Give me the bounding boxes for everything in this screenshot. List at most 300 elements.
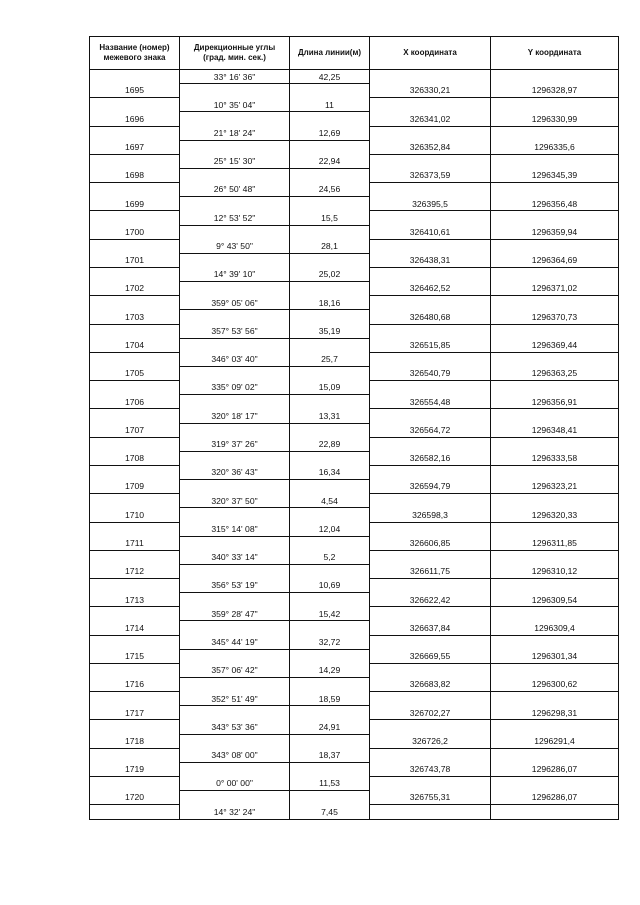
segment-row <box>90 126 619 140</box>
header-name: Название (номер) межевого знака <box>90 37 180 70</box>
segment-row <box>90 352 619 366</box>
y-coordinate: 1296300,62 <box>491 678 619 692</box>
direction-angle: 320° 36' 43" <box>180 465 290 479</box>
angle-cell <box>180 762 290 776</box>
y-coordinate: 1296359,94 <box>491 225 619 239</box>
point-row <box>90 791 619 805</box>
point-name: 1703 <box>90 310 180 324</box>
x-coordinate: 326755,31 <box>370 791 491 805</box>
line-length: 14,29 <box>290 663 370 677</box>
x-coordinate: 326352,84 <box>370 140 491 154</box>
y-coordinate: 1296364,69 <box>491 253 619 267</box>
y-coordinate: 1296320,33 <box>491 508 619 522</box>
angle-cell <box>180 734 290 748</box>
x-coordinate: 326480,68 <box>370 310 491 324</box>
length-cell <box>290 366 370 380</box>
length-cell <box>290 282 370 296</box>
direction-angle: 346° 03' 40" <box>180 352 290 366</box>
y-coordinate: 1296286,07 <box>491 762 619 776</box>
segment-row <box>90 748 619 762</box>
y-coordinate <box>491 409 619 423</box>
line-length: 4,54 <box>290 494 370 508</box>
x-coordinate <box>370 635 491 649</box>
x-coordinate: 326594,79 <box>370 480 491 494</box>
x-coordinate <box>370 70 491 84</box>
direction-angle: 343° 53' 36" <box>180 720 290 734</box>
x-coordinate: 326554,48 <box>370 395 491 409</box>
direction-angle: 352° 51' 49" <box>180 692 290 706</box>
x-coordinate <box>370 381 491 395</box>
length-cell <box>290 197 370 211</box>
length-cell <box>290 706 370 720</box>
angle-cell <box>180 649 290 663</box>
point-name: 1698 <box>90 168 180 182</box>
y-coordinate: 1296345,39 <box>491 168 619 182</box>
line-length: 11,53 <box>290 777 370 791</box>
y-coordinate: 1296348,41 <box>491 423 619 437</box>
line-length: 25,7 <box>290 352 370 366</box>
x-coordinate <box>370 607 491 621</box>
segment-row <box>90 324 619 338</box>
segment-row <box>90 607 619 621</box>
line-length: 28,1 <box>290 239 370 253</box>
angle-cell <box>180 310 290 324</box>
x-coordinate <box>370 437 491 451</box>
y-coordinate <box>491 352 619 366</box>
direction-angle: 357° 53' 56" <box>180 324 290 338</box>
point-name <box>90 381 180 395</box>
point-name: 1718 <box>90 734 180 748</box>
point-name <box>90 692 180 706</box>
y-coordinate <box>491 720 619 734</box>
line-length: 13,31 <box>290 409 370 423</box>
point-row <box>90 140 619 154</box>
header-angles: Дирекционные углы (град. мин. сек.) <box>180 37 290 70</box>
angle-cell <box>180 112 290 126</box>
segment-row <box>90 663 619 677</box>
length-cell <box>290 480 370 494</box>
direction-angle: 320° 37' 50" <box>180 494 290 508</box>
segment-row <box>90 805 619 820</box>
y-coordinate <box>491 267 619 281</box>
point-row <box>90 197 619 211</box>
y-coordinate: 1296310,12 <box>491 564 619 578</box>
y-coordinate <box>491 748 619 762</box>
segment-row <box>90 267 619 281</box>
angle-cell <box>180 423 290 437</box>
line-length: 42,25 <box>290 70 370 84</box>
point-name: 1695 <box>90 84 180 98</box>
x-coordinate: 326702,27 <box>370 706 491 720</box>
length-cell <box>290 112 370 126</box>
line-length: 11 <box>290 98 370 112</box>
point-name: 1697 <box>90 140 180 154</box>
line-length: 24,56 <box>290 183 370 197</box>
angle-cell <box>180 168 290 182</box>
point-name <box>90 126 180 140</box>
boundary-coordinates-table <box>89 36 619 820</box>
length-cell <box>290 451 370 465</box>
x-coordinate: 326564,72 <box>370 423 491 437</box>
x-coordinate <box>370 352 491 366</box>
point-row <box>90 593 619 607</box>
x-coordinate <box>370 663 491 677</box>
angle-cell <box>180 253 290 267</box>
direction-angle: 359° 28' 47" <box>180 607 290 621</box>
y-coordinate <box>491 777 619 791</box>
y-coordinate: 1296356,48 <box>491 197 619 211</box>
line-length: 32,72 <box>290 635 370 649</box>
y-coordinate <box>491 70 619 84</box>
line-length: 15,09 <box>290 381 370 395</box>
point-name <box>90 239 180 253</box>
point-name: 1712 <box>90 564 180 578</box>
angle-cell <box>180 593 290 607</box>
point-name <box>90 296 180 310</box>
direction-angle: 12° 53' 52" <box>180 211 290 225</box>
x-coordinate: 326637,84 <box>370 621 491 635</box>
direction-angle: 320° 18' 17" <box>180 409 290 423</box>
direction-angle: 359° 05' 06" <box>180 296 290 310</box>
point-name: 1707 <box>90 423 180 437</box>
angle-cell <box>180 791 290 805</box>
x-coordinate: 326598,3 <box>370 508 491 522</box>
point-row <box>90 366 619 380</box>
x-coordinate <box>370 465 491 479</box>
line-length: 24,91 <box>290 720 370 734</box>
length-cell <box>290 762 370 776</box>
x-coordinate <box>370 579 491 593</box>
segment-row <box>90 522 619 536</box>
direction-angle: 10° 35' 04" <box>180 98 290 112</box>
y-coordinate <box>491 522 619 536</box>
point-name: 1699 <box>90 197 180 211</box>
point-name: 1696 <box>90 112 180 126</box>
point-name <box>90 437 180 451</box>
point-name <box>90 607 180 621</box>
segment-row <box>90 437 619 451</box>
length-cell <box>290 168 370 182</box>
length-cell <box>290 140 370 154</box>
direction-angle: 25° 15' 30" <box>180 154 290 168</box>
y-coordinate <box>491 465 619 479</box>
x-coordinate: 326330,21 <box>370 84 491 98</box>
x-coordinate <box>370 522 491 536</box>
point-name: 1709 <box>90 480 180 494</box>
direction-angle: 315° 14' 08" <box>180 522 290 536</box>
point-name: 1717 <box>90 706 180 720</box>
point-row <box>90 112 619 126</box>
line-length: 22,94 <box>290 154 370 168</box>
x-coordinate: 326341,02 <box>370 112 491 126</box>
point-name: 1719 <box>90 762 180 776</box>
point-name <box>90 663 180 677</box>
angle-cell <box>180 480 290 494</box>
segment-row <box>90 296 619 310</box>
point-name <box>90 635 180 649</box>
x-coordinate: 326726,2 <box>370 734 491 748</box>
point-row <box>90 536 619 550</box>
y-coordinate: 1296328,97 <box>491 84 619 98</box>
point-name: 1720 <box>90 791 180 805</box>
x-coordinate <box>370 154 491 168</box>
x-coordinate: 326622,42 <box>370 593 491 607</box>
length-cell <box>290 621 370 635</box>
x-coordinate: 326410,61 <box>370 225 491 239</box>
point-row <box>90 508 619 522</box>
line-length: 10,69 <box>290 579 370 593</box>
angle-cell <box>180 536 290 550</box>
point-row <box>90 168 619 182</box>
point-name: 1714 <box>90 621 180 635</box>
segment-row <box>90 777 619 791</box>
angle-cell <box>180 84 290 98</box>
x-coordinate: 326462,52 <box>370 282 491 296</box>
length-cell <box>290 338 370 352</box>
x-coordinate <box>370 267 491 281</box>
y-coordinate: 1296311,85 <box>491 536 619 550</box>
point-name <box>90 522 180 536</box>
line-length: 7,45 <box>290 805 370 820</box>
header-x: X координата <box>370 37 491 70</box>
length-cell <box>290 564 370 578</box>
direction-angle: 0° 00' 00" <box>180 777 290 791</box>
line-length: 16,34 <box>290 465 370 479</box>
point-name: 1702 <box>90 282 180 296</box>
y-coordinate: 1296291,4 <box>491 734 619 748</box>
direction-angle: 21° 18' 24" <box>180 126 290 140</box>
angle-cell <box>180 508 290 522</box>
length-cell <box>290 395 370 409</box>
point-name <box>90 98 180 112</box>
y-coordinate <box>491 635 619 649</box>
y-coordinate <box>491 183 619 197</box>
length-cell <box>290 423 370 437</box>
y-coordinate: 1296309,4 <box>491 621 619 635</box>
point-name <box>90 267 180 281</box>
y-coordinate <box>491 239 619 253</box>
y-coordinate <box>491 126 619 140</box>
point-row <box>90 338 619 352</box>
direction-angle: 26° 50' 48" <box>180 183 290 197</box>
length-cell <box>290 678 370 692</box>
point-row <box>90 225 619 239</box>
angle-cell <box>180 621 290 635</box>
point-row <box>90 282 619 296</box>
angle-cell <box>180 678 290 692</box>
direction-angle: 335° 09' 02" <box>180 381 290 395</box>
line-length: 18,37 <box>290 748 370 762</box>
angle-cell <box>180 395 290 409</box>
length-cell <box>290 536 370 550</box>
x-coordinate: 326373,59 <box>370 168 491 182</box>
x-coordinate <box>370 409 491 423</box>
segment-row <box>90 183 619 197</box>
point-name: 1701 <box>90 253 180 267</box>
segment-row <box>90 692 619 706</box>
x-coordinate <box>370 720 491 734</box>
point-name <box>90 465 180 479</box>
angle-cell <box>180 564 290 578</box>
line-length: 12,69 <box>290 126 370 140</box>
y-coordinate <box>491 663 619 677</box>
y-coordinate <box>491 211 619 225</box>
direction-angle: 319° 37' 26" <box>180 437 290 451</box>
length-cell <box>290 649 370 663</box>
segment-row <box>90 550 619 564</box>
point-row <box>90 395 619 409</box>
y-coordinate: 1296298,31 <box>491 706 619 720</box>
direction-angle: 14° 39' 10" <box>180 267 290 281</box>
x-coordinate <box>370 748 491 762</box>
point-row <box>90 253 619 267</box>
point-name: 1713 <box>90 593 180 607</box>
segment-row <box>90 465 619 479</box>
segment-row <box>90 154 619 168</box>
y-coordinate: 1296330,99 <box>491 112 619 126</box>
y-coordinate: 1296371,02 <box>491 282 619 296</box>
y-coordinate: 1296309,54 <box>491 593 619 607</box>
point-name: 1705 <box>90 366 180 380</box>
y-coordinate: 1296333,58 <box>491 451 619 465</box>
segment-row <box>90 239 619 253</box>
point-row <box>90 734 619 748</box>
angle-cell <box>180 366 290 380</box>
x-coordinate: 326395,5 <box>370 197 491 211</box>
angle-cell <box>180 140 290 154</box>
direction-angle: 345° 44' 19" <box>180 635 290 649</box>
point-name: 1716 <box>90 678 180 692</box>
segment-row <box>90 579 619 593</box>
length-cell <box>290 310 370 324</box>
point-name: 1715 <box>90 649 180 663</box>
line-length: 18,16 <box>290 296 370 310</box>
x-coordinate <box>370 126 491 140</box>
point-row <box>90 649 619 663</box>
point-name: 1711 <box>90 536 180 550</box>
direction-angle: 340° 33' 14" <box>180 550 290 564</box>
point-row <box>90 480 619 494</box>
point-name <box>90 154 180 168</box>
angle-cell <box>180 338 290 352</box>
segment-row <box>90 70 619 84</box>
point-name: 1700 <box>90 225 180 239</box>
x-coordinate <box>370 494 491 508</box>
angle-cell <box>180 706 290 720</box>
y-coordinate <box>491 324 619 338</box>
angle-cell <box>180 451 290 465</box>
header-y: Y координата <box>491 37 619 70</box>
y-coordinate <box>491 805 619 820</box>
direction-angle: 357° 06' 42" <box>180 663 290 677</box>
line-length: 18,59 <box>290 692 370 706</box>
angle-cell <box>180 197 290 211</box>
y-coordinate <box>491 296 619 310</box>
x-coordinate <box>370 692 491 706</box>
table-body <box>90 70 619 820</box>
point-name <box>90 183 180 197</box>
header-length: Длина линии(м) <box>290 37 370 70</box>
x-coordinate: 326606,85 <box>370 536 491 550</box>
point-name: 1704 <box>90 338 180 352</box>
length-cell <box>290 593 370 607</box>
length-cell <box>290 84 370 98</box>
direction-angle: 9° 43' 50" <box>180 239 290 253</box>
point-name <box>90 550 180 564</box>
boundary-coordinates-table-sheet <box>89 36 618 820</box>
point-row <box>90 762 619 776</box>
segment-row <box>90 494 619 508</box>
y-coordinate: 1296286,07 <box>491 791 619 805</box>
segment-row <box>90 720 619 734</box>
x-coordinate <box>370 296 491 310</box>
direction-angle: 356° 53' 19" <box>180 579 290 593</box>
segment-row <box>90 409 619 423</box>
line-length: 22,89 <box>290 437 370 451</box>
line-length: 12,04 <box>290 522 370 536</box>
y-coordinate <box>491 692 619 706</box>
point-name <box>90 720 180 734</box>
y-coordinate <box>491 98 619 112</box>
x-coordinate: 326611,75 <box>370 564 491 578</box>
x-coordinate <box>370 239 491 253</box>
x-coordinate <box>370 805 491 820</box>
y-coordinate: 1296323,21 <box>491 480 619 494</box>
y-coordinate: 1296363,25 <box>491 366 619 380</box>
point-name <box>90 324 180 338</box>
x-coordinate <box>370 183 491 197</box>
table-header-row <box>90 37 619 70</box>
point-name <box>90 494 180 508</box>
x-coordinate: 326743,78 <box>370 762 491 776</box>
x-coordinate <box>370 324 491 338</box>
line-length: 25,02 <box>290 267 370 281</box>
point-name <box>90 579 180 593</box>
x-coordinate: 326438,31 <box>370 253 491 267</box>
point-name: 1708 <box>90 451 180 465</box>
y-coordinate <box>491 494 619 508</box>
point-row <box>90 423 619 437</box>
x-coordinate: 326540,79 <box>370 366 491 380</box>
length-cell <box>290 253 370 267</box>
direction-angle: 14° 32' 24" <box>180 805 290 820</box>
x-coordinate <box>370 777 491 791</box>
length-cell <box>290 791 370 805</box>
segment-row <box>90 98 619 112</box>
x-coordinate <box>370 550 491 564</box>
x-coordinate: 326683,82 <box>370 678 491 692</box>
point-name <box>90 777 180 791</box>
point-row <box>90 451 619 465</box>
x-coordinate: 326582,16 <box>370 451 491 465</box>
x-coordinate: 326515,85 <box>370 338 491 352</box>
y-coordinate <box>491 607 619 621</box>
y-coordinate <box>491 579 619 593</box>
line-length: 5,2 <box>290 550 370 564</box>
line-length: 15,42 <box>290 607 370 621</box>
point-name: 1706 <box>90 395 180 409</box>
point-name <box>90 70 180 84</box>
point-name <box>90 409 180 423</box>
y-coordinate <box>491 381 619 395</box>
point-row <box>90 84 619 98</box>
angle-cell <box>180 225 290 239</box>
y-coordinate: 1296370,73 <box>491 310 619 324</box>
point-name <box>90 748 180 762</box>
y-coordinate: 1296335,6 <box>491 140 619 154</box>
x-coordinate <box>370 211 491 225</box>
point-name <box>90 805 180 820</box>
